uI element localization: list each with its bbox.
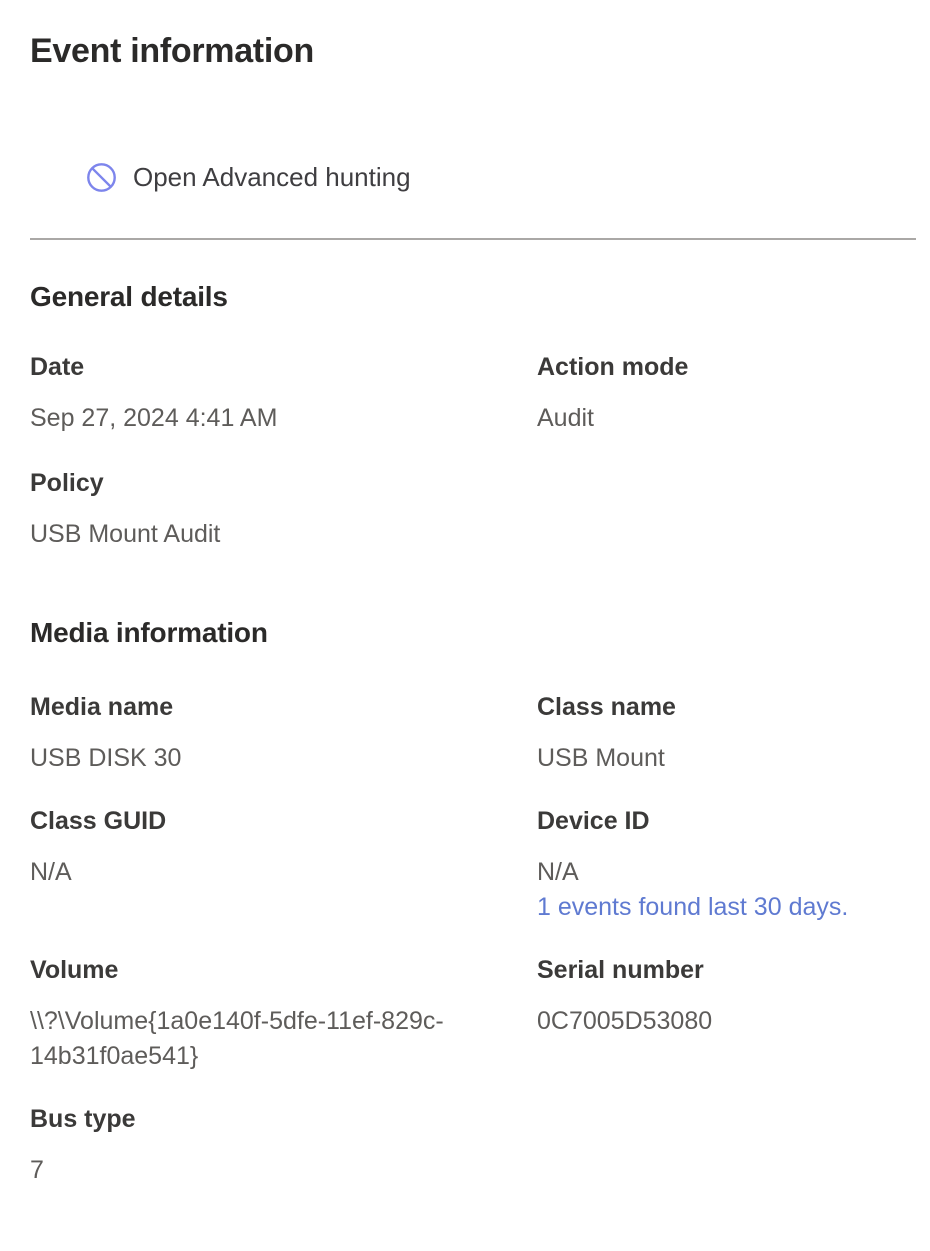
event-information-panel — [0, 33, 930, 1188]
field-class-name — [537, 692, 916, 776]
field-serial-number — [537, 955, 916, 1074]
field-label-date: Date — [30, 353, 85, 381]
field-class-guid — [30, 806, 537, 925]
field-value-class-guid: N/A — [30, 858, 72, 886]
field-date — [30, 352, 537, 436]
open-advanced-hunting-label: Open Advanced hunting — [133, 162, 411, 192]
field-value-serial-number: 0C7005D53080 — [537, 1007, 713, 1035]
field-label-bus-type: Bus type — [30, 1105, 136, 1133]
divider — [30, 238, 916, 240]
field-media-name — [30, 692, 537, 776]
events-found-link[interactable]: 1 events found last 30 days. — [537, 893, 849, 921]
field-volume — [30, 955, 537, 1074]
empty-cell — [537, 1104, 916, 1188]
field-value-volume: \\?\Volume{1a0e140f-5dfe-11ef-829c-14b31f0ae541} — [30, 1007, 444, 1070]
field-label-media-name: Media name — [30, 693, 174, 721]
field-value-class-name: USB Mount — [537, 744, 665, 772]
blocked-icon — [86, 162, 117, 193]
field-label-volume: Volume — [30, 956, 119, 984]
media-information-grid — [30, 692, 916, 1188]
field-device-id — [537, 806, 916, 925]
field-value-policy: USB Mount Audit — [30, 520, 221, 548]
field-value-bus-type: 7 — [30, 1156, 44, 1184]
field-value-device-id: N/A — [537, 858, 579, 886]
field-value-media-name: USB DISK 30 — [30, 744, 182, 772]
general-details-grid — [30, 352, 916, 552]
field-label-policy: Policy — [30, 469, 104, 497]
field-label-class-name: Class name — [537, 693, 676, 721]
field-label-serial-number: Serial number — [537, 956, 704, 984]
field-action-mode — [537, 352, 916, 436]
field-value-action-mode: Audit — [537, 404, 594, 432]
field-policy — [30, 468, 537, 552]
field-label-action-mode: Action mode — [537, 353, 689, 381]
field-label-class-guid: Class GUID — [30, 807, 167, 835]
field-bus-type — [30, 1104, 537, 1188]
field-value-date: Sep 27, 2024 4:41 AM — [30, 404, 278, 432]
page-title: Event information — [30, 32, 314, 70]
section-heading-media-information: Media information — [30, 617, 268, 648]
open-advanced-hunting-button[interactable] — [86, 161, 411, 193]
section-heading-general-details: General details — [30, 281, 228, 312]
empty-cell — [537, 468, 916, 552]
field-label-device-id: Device ID — [537, 807, 650, 835]
